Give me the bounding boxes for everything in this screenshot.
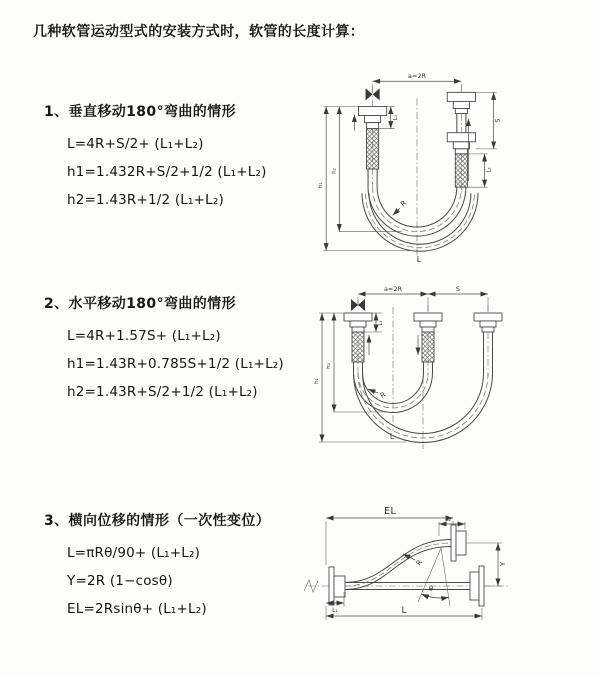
dim-label-h2: h₂ [331,168,338,174]
dim-label-h1: h₁ [318,182,325,189]
section-3 [44,510,270,623]
dim-label-l1: L₁ [392,114,399,121]
right-leg [447,86,475,193]
dim-label-a2r: a=2R [407,72,427,81]
label-l: L [401,606,407,616]
angle-theta [418,548,450,606]
pipe-break-mark [304,580,318,592]
dim-s [428,285,488,294]
label-l: L [416,254,422,264]
section-2-formula-l: L=4R+1.57S+ (L₁+L₂) [67,328,221,344]
section-3-formula-y: Y=2R (1−cosθ) [67,573,173,589]
dim-label-s: S [455,285,461,293]
section-3-formula-el: EL=2Rsinθ+ (L₁+L₂) [67,601,207,617]
left-flange [329,567,345,605]
section-1-formula-h1: h1=1.432R+S/2+1/2 (L₁+L₂) [67,164,267,180]
label-r: R [414,558,425,568]
diagram-horizontal-180-bend [306,281,541,461]
dim-label-a2r: a=2R [383,285,403,293]
dim-label-h2: h₂ [326,363,332,369]
section-2-formula-h2: h2=1.43R+S/2+1/2 (L₁+L₂) [67,384,258,400]
upper-flange [451,525,466,561]
section-1-formula-h2: h2=1.43R+1/2 (L₁+L₂) [67,192,224,208]
diagram-lateral-displacement [298,498,563,638]
right-leg-displaced [474,305,502,377]
section-3-heading: 3、横向位移的情形（一次性变位） [44,513,271,529]
dim-label-l2: L₂ [486,167,493,173]
dim-label-h1: h₁ [314,378,320,384]
left-leg [344,299,372,377]
dim-s [475,92,501,148]
section-2-heading: 2、水平移动180°弯曲的情形 [44,296,236,312]
radius-label [393,198,408,215]
right-flange [470,566,484,606]
section-3-formula-l: L=πRθ/90+ (L₁+L₂) [67,545,201,561]
dim-label-l1: L₁ [378,320,384,326]
label-r: R [378,390,388,400]
diagram-vertical-180-bend [306,68,533,265]
dim-a-2r [373,72,462,90]
dim-label-el: EL [384,506,396,517]
dim-label-theta: θ [428,585,434,593]
braided-hose-section [367,129,379,169]
section-2-formula-h1: h1=1.43R+0.785S+1/2 (L₁+L₂) [67,356,284,372]
label-r: R [398,198,409,209]
section-1-heading: 1、垂直移动180°弯曲的情形 [44,104,236,120]
dim-label-y: Y [499,561,507,567]
dim-l2 [467,154,492,187]
dim-l [326,606,482,620]
section-1-formula-l: L=4R+S/2+ (L₁+L₂) [67,136,204,152]
dim-label-l2: L₂ [445,516,451,523]
braided-hose-section [422,332,434,362]
dim-a-2r [358,285,488,311]
page-title: 几种软管运动型式的安装方式时，软管的长度计算： [33,24,365,40]
braided-hose-section [455,154,467,187]
label-l: L [389,432,395,441]
dim-label-l1: L₁ [332,607,338,614]
braided-hose-section [352,332,364,362]
left-leg [354,86,386,187]
dim-label-s: S [494,118,502,123]
section-1 [44,101,267,214]
dim-el [326,506,453,568]
section-2 [44,293,284,406]
